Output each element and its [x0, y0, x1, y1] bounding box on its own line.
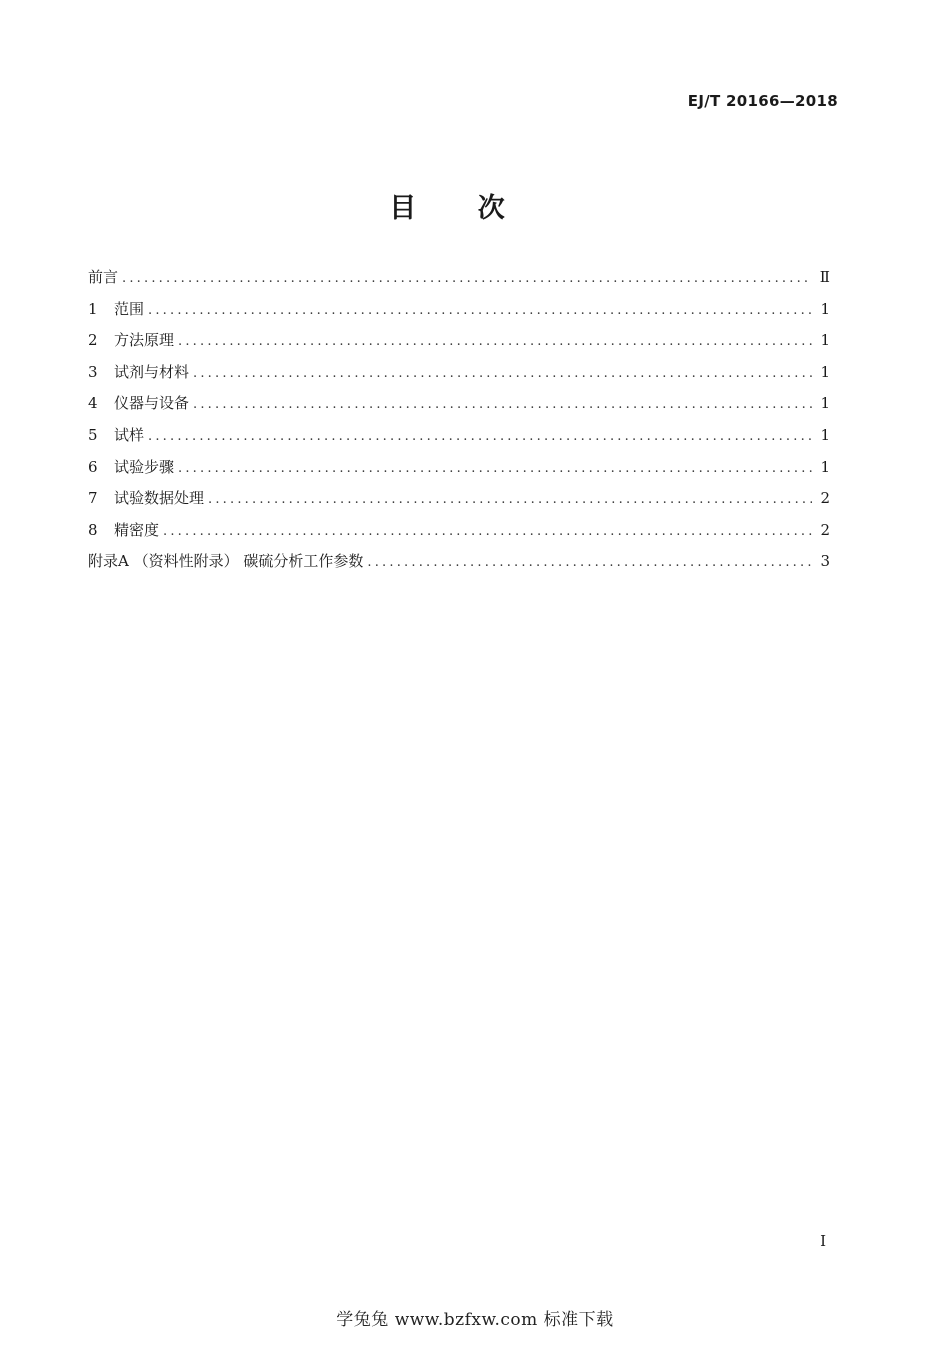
toc-entry-number: 8	[88, 520, 98, 539]
dot-leader	[148, 303, 812, 318]
toc-entry-number: 1	[88, 299, 98, 318]
toc-entry-label: 试剂与材料	[114, 362, 190, 381]
toc-entry-label: 试样	[114, 425, 145, 444]
toc-title: 目 次	[389, 193, 531, 224]
toc-entry-page: 1	[820, 299, 830, 318]
toc-entry-page: 2	[820, 489, 830, 508]
dot-leader	[193, 366, 812, 381]
toc-entry-reagents[interactable]	[88, 361, 830, 393]
toc-entry-page: 1	[820, 362, 830, 381]
toc-entry-data-processing[interactable]	[88, 487, 830, 519]
toc-entry-number: 2	[88, 331, 98, 350]
dot-leader	[122, 271, 812, 286]
dot-leader	[148, 429, 812, 444]
dot-leader	[178, 461, 812, 476]
dot-leader	[208, 492, 812, 507]
toc-entry-principle[interactable]	[88, 329, 830, 361]
toc-entry-label: 试验数据处理	[114, 489, 205, 508]
dot-leader	[178, 334, 812, 349]
dot-leader	[193, 397, 812, 412]
toc-entry-label: 试验步骤	[114, 457, 175, 476]
table-of-contents	[88, 266, 830, 582]
toc-entry-page: 1	[820, 394, 830, 413]
toc-entry-page: Ⅱ	[819, 268, 830, 286]
toc-entry-number: 5	[88, 425, 98, 444]
toc-entry-number: 4	[88, 394, 98, 413]
toc-entry-procedure[interactable]	[88, 456, 830, 488]
toc-entry-page: 1	[820, 331, 830, 350]
dot-leader	[367, 555, 812, 570]
toc-entry-apparatus[interactable]	[88, 392, 830, 424]
toc-entry-number: 6	[88, 457, 98, 476]
toc-entry-foreword[interactable]	[88, 266, 830, 298]
toc-entry-page: 3	[820, 552, 830, 571]
toc-entry-annex-a[interactable]	[88, 550, 830, 582]
toc-entry-scope[interactable]	[88, 298, 830, 330]
dot-leader	[163, 524, 812, 539]
page-number: I	[820, 1232, 826, 1250]
toc-entry-page: 1	[820, 425, 830, 444]
footer-watermark: 学兔兔 www.bzfxw.com 标准下载	[336, 1310, 614, 1330]
toc-entry-number: 7	[88, 489, 98, 508]
toc-entry-number: 3	[88, 362, 98, 381]
toc-entry-sample[interactable]	[88, 424, 830, 456]
standard-code: EJ/T 20166—2018	[687, 92, 838, 110]
toc-entry-page: 2	[820, 520, 830, 539]
toc-entry-page: 1	[820, 457, 830, 476]
toc-entry-label: 前言	[88, 268, 119, 286]
toc-entry-label: 仪器与设备	[114, 394, 190, 413]
toc-entry-label: 范围	[114, 299, 145, 318]
toc-entry-label: 附录A （资料性附录） 碳硫分析工作参数	[88, 552, 364, 571]
toc-entry-label: 方法原理	[114, 331, 175, 350]
toc-entry-label: 精密度	[114, 520, 160, 539]
toc-entry-precision[interactable]	[88, 519, 830, 551]
